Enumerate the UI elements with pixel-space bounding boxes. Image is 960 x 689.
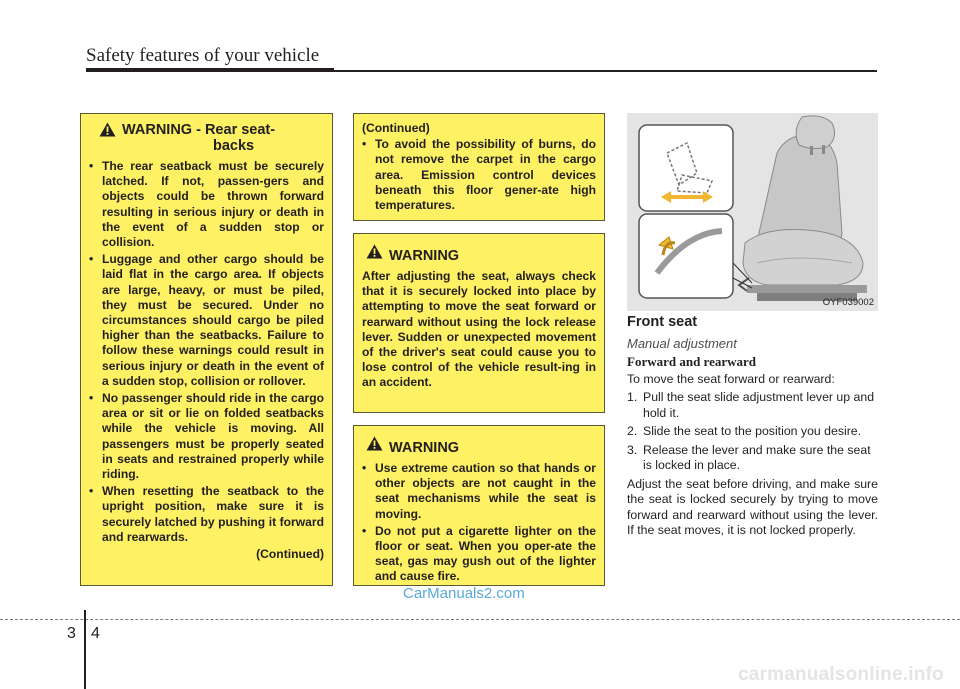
warning-seat-lock-box [353, 233, 605, 413]
warning-title: WARNING [389, 248, 460, 264]
header-rule-thin [334, 70, 877, 72]
warning-heading [366, 436, 596, 456]
site-watermark: carmanualsonline.info [738, 664, 944, 685]
warning-triangle-icon [366, 436, 383, 451]
warning-rear-seatbacks-box [80, 113, 333, 586]
warning-title: WARNING [389, 440, 460, 456]
list-item: 3. Release the lever and make sure the seat is locked in place. [627, 442, 871, 472]
section-subheading: Manual adjustment [627, 335, 737, 351]
warning-heading [99, 122, 324, 154]
intro-text: To move the seat forward or rearward: [627, 371, 835, 386]
warning-objects-box [353, 425, 605, 586]
warning-triangle-icon [99, 122, 116, 137]
list-item: • Luggage and other cargo should be laid flat in the cargo area. If objects are large, heavy, or must be piled, they must be secured. Under no circumstances should cargo be piled higher than the seatbacks. Failure to follow these warnings could result in serious injury or death in the event of a sudden stop, collision or rollover. [89, 252, 324, 388]
list-item: • When resetting the seatback to the upright position, make sure it is securely latched by pushing it forward and rearwards. [89, 484, 324, 544]
list-item: • Do not put a cigarette lighter on the floor or seat. When you oper-ate the seat, gas may gush out of the lighter and cause fire. [362, 523, 596, 584]
list-item: • To avoid the possibility of burns, do not remove the carpet in the cargo area. Emission control devices beneath this floor gener-ate high temperatures. [362, 137, 596, 213]
footer-divider [0, 619, 960, 620]
continued-label: (Continued) [256, 547, 324, 562]
list-item: 1. Pull the seat slide adjustment lever up and hold it. [627, 390, 875, 420]
warning-title-cont: backs [213, 138, 255, 154]
list-item: • Use extreme caution so that hands or other objects are not caught in the seat mechanisms while the seat is moving. [362, 461, 596, 521]
warning-title: WARNING - Rear seat- [122, 122, 276, 138]
front-seat-section [627, 315, 878, 539]
list-item: 2. Slide the seat to the position you desire. [627, 424, 862, 438]
list-item: • The rear seatback must be securely latched. If not, passen-gers and objects could be thrown forward resulting in serious injury or death in the event of a sudden stop or collision. [89, 159, 324, 250]
warning-list [362, 461, 596, 585]
continued-label: (Continued) [362, 121, 430, 135]
page-number-right: 4 [91, 625, 100, 642]
list-item: • No passenger should ride in the cargo area or sit or lie on folded seatbacks while the vehicle is moving. All passengers must be properly seated in seats and restrained properly while riding. [89, 391, 324, 482]
page-divider [84, 610, 86, 689]
page-header-title: Safety features of your vehicle [86, 45, 320, 66]
header-rule [86, 68, 334, 72]
seat-image [627, 113, 878, 311]
warning-triangle-icon [366, 244, 383, 259]
watermark-link[interactable]: CarManuals2.com [403, 585, 525, 602]
continued-warning-box [353, 113, 605, 221]
section-heading: Front seat [627, 314, 698, 330]
warning-text: After adjusting the seat, always check that it is securely locked into place by attempting to move the seat forward or rearward without using the lock release lever. Sudden or unexpected movement of the driver's seat could cause you to lose control of the vehicle result-ing in an accident. [362, 269, 596, 390]
seat-illustration [627, 113, 878, 311]
warning-list [89, 159, 324, 545]
figure-code: OYF039002 [822, 297, 874, 308]
section-subsubheading: Forward and rearward [627, 354, 757, 369]
warning-heading [366, 244, 596, 264]
warning-list [362, 137, 596, 213]
closing-text: Adjust the seat before driving, and make sure the seat is locked securely by trying to move forward and rearward without using the lever. If the seat moves, it is not locked properly. [627, 476, 878, 537]
page-number-left: 3 [67, 625, 76, 642]
